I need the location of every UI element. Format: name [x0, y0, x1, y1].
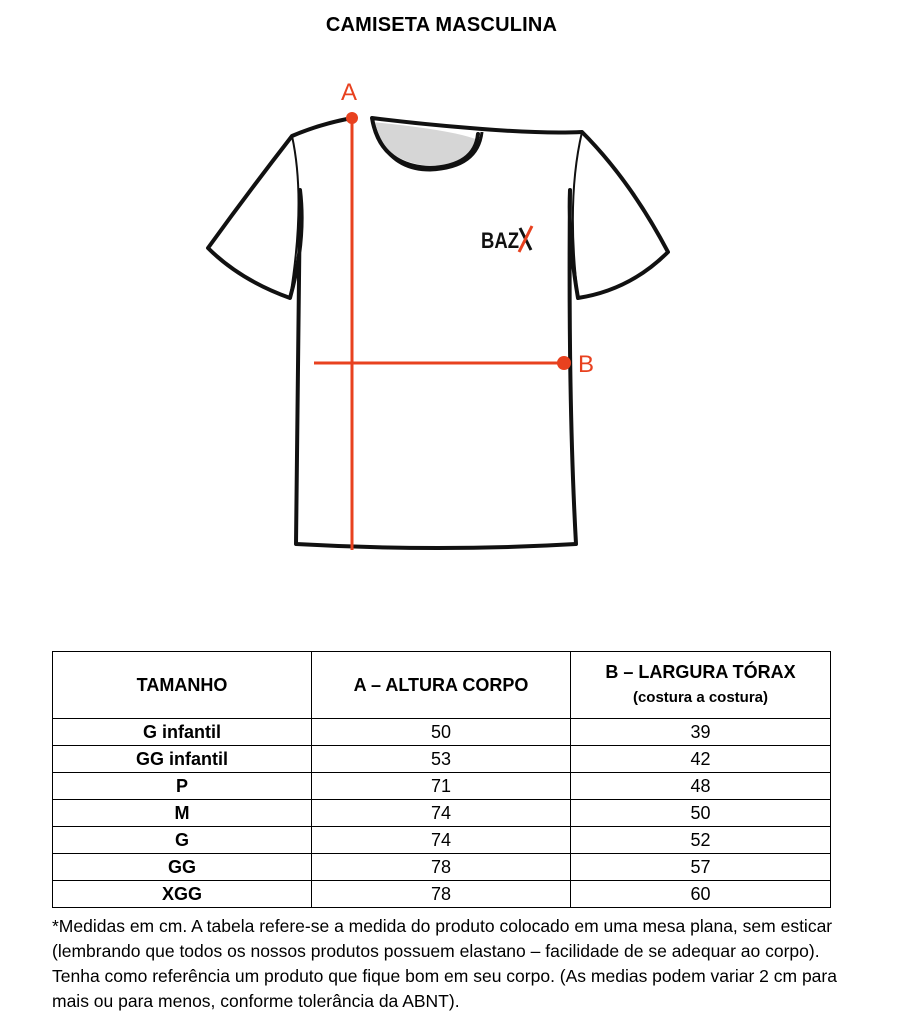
- b-cell: 39: [571, 719, 831, 746]
- a-cell: 74: [312, 827, 571, 854]
- a-cell: 78: [312, 854, 571, 881]
- size-cell: XGG: [53, 881, 312, 908]
- point-b-label: B: [578, 351, 595, 378]
- svg-text:BAZ: BAZ: [481, 228, 519, 253]
- table-header-row: [53, 652, 831, 719]
- point-a-label: A: [341, 79, 358, 106]
- b-cell: 52: [571, 827, 831, 854]
- table-row: [53, 800, 831, 827]
- table-row: [53, 881, 831, 908]
- header-b-subtitle: (costura a costura): [632, 689, 769, 706]
- b-cell: 42: [571, 746, 831, 773]
- footnote: *Medidas em cm. A tabela refere-se a medida do produto colocado em uma mesa plana, sem esticar (lembrando que todos os nossos produtos possuem elastano – facilidade de se adequar ao corpo). Tenha como referência um produto que fique bom em seu corpo. (As medias podem variar 2 cm para mais ou para menos, conforme tolerância da ABNT).: [52, 916, 837, 1011]
- header-size: TAMANHO: [53, 652, 312, 719]
- tshirt-outline: [208, 118, 668, 548]
- table-row: [53, 746, 831, 773]
- header-b: [571, 652, 831, 719]
- b-cell: 48: [571, 773, 831, 800]
- table-row: [53, 854, 831, 881]
- b-cell: 57: [571, 854, 831, 881]
- size-table: [52, 651, 831, 908]
- point-a-dot: [346, 112, 358, 124]
- size-cell: GG infantil: [53, 746, 312, 773]
- a-cell: 74: [312, 800, 571, 827]
- b-cell: 50: [571, 800, 831, 827]
- a-cell: 53: [312, 746, 571, 773]
- bazx-logo: [481, 226, 532, 253]
- size-cell: G: [53, 827, 312, 854]
- a-cell: 71: [312, 773, 571, 800]
- size-cell: G infantil: [53, 719, 312, 746]
- size-cell: M: [53, 800, 312, 827]
- page-title: CAMISETA MASCULINA: [325, 14, 558, 36]
- point-b-dot: [557, 356, 571, 370]
- b-cell: 60: [571, 881, 831, 908]
- table-row: [53, 719, 831, 746]
- a-cell: 50: [312, 719, 571, 746]
- header-a: A – ALTURA CORPO: [312, 652, 571, 719]
- size-cell: GG: [53, 854, 312, 881]
- table-row: [53, 773, 831, 800]
- a-cell: 78: [312, 881, 571, 908]
- size-cell: P: [53, 773, 312, 800]
- table-row: [53, 827, 831, 854]
- header-b-title: B – LARGURA TÓRAX: [605, 662, 796, 682]
